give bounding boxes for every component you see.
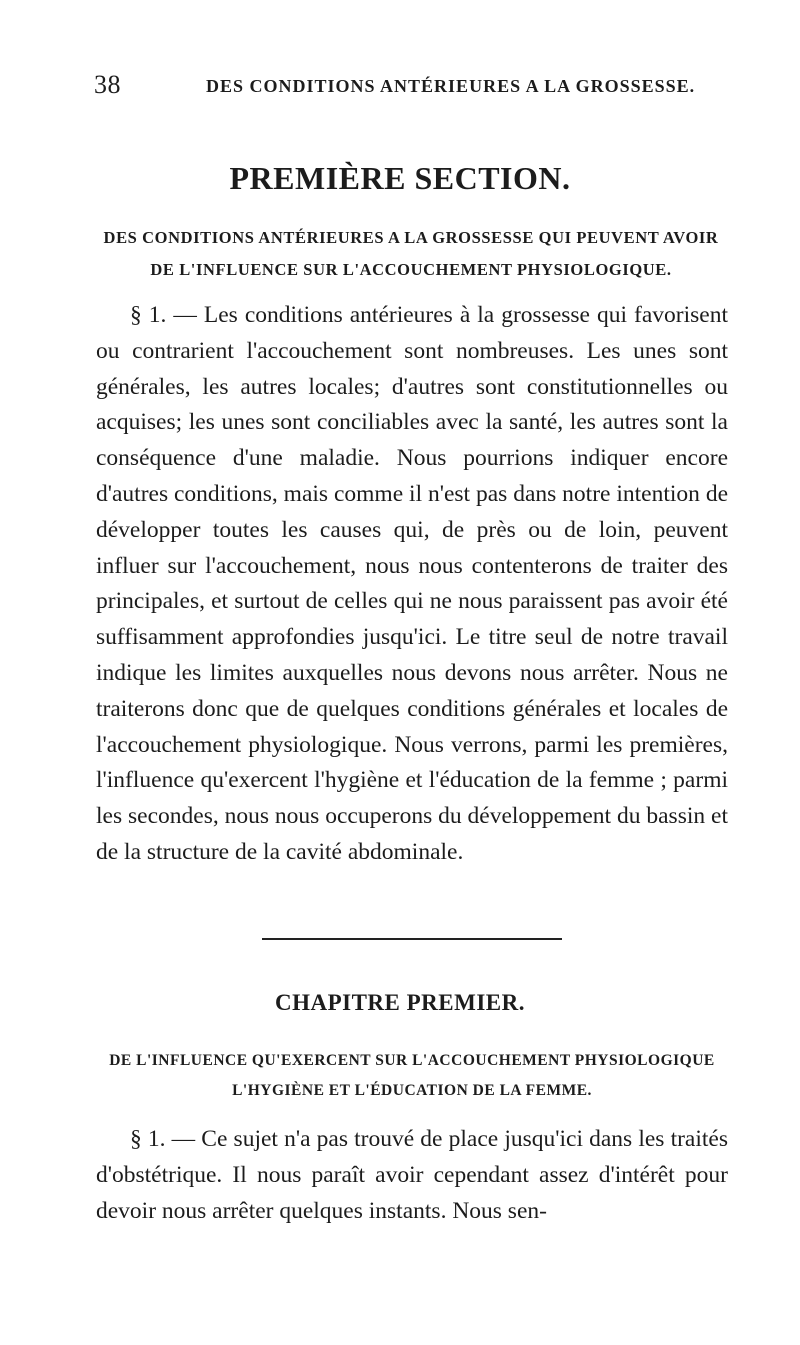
section-divider [262,938,562,940]
page-number: 38 [94,70,121,99]
chapter-title: CHAPITRE PREMIER. [274,990,525,1015]
running-header [94,70,714,104]
chapter-paragraph: § 1. — Ce sujet n'a pas trouvé de place jusqu'ici dans les traités d'obstétrique. Il nous paraît avoir cependant assez d'intérêt pour devoir nous arrêter quelques instants. Nous sen- [96,1126,728,1224]
section-paragraph: § 1. — Les conditions antérieures à la grossesse qui favorisent ou contrarient l'accouchement sont nombreuses. Les unes sont générales, les autres locales; d'autres sont constitutionnelles ou acquises; les unes sont conciliables avec la santé, les autres sont la conséquence d'une maladie. Nous pourrions indiquer encore d'autres conditions, mais comme il n'est pas dans notre intention de développer toutes les causes qui, de près ou de loin, peuvent influer sur l'accouchement, nous nous contenterons de traiter des principales, et surtout de celles qui ne nous paraissent pas avoir été suffisamment approfondies jusqu'ici. Le titre seul de notre travail indique les limites auxquelles nous devons nous arrêter. Nous ne traiterons donc que de quelques conditions générales et locales de l'accouchement physiologique. Nous verrons, parmi les premières, l'influence qu'exercent l'hygiène et l'éducation de la femme ; parmi les secondes, nous nous occuperons du développement du bassin et de la structure de la cavité abdominale. [96,302,728,865]
section-subtitle: DES CONDITIONS ANTÉRIEURES A LA GROSSESSE QUI PEUVENT AVOIR DE L'INFLUENCE SUR L'ACCOUCHEMENT PHYSIOLOGIQUE. [103,228,719,279]
running-title: DES CONDITIONS ANTÉRIEURES A LA GROSSESSE. [206,76,696,96]
chapter-subtitle: DE L'INFLUENCE QU'EXERCENT SUR L'ACCOUCHEMENT PHYSIOLOGIQUE L'HYGIÈNE ET L'ÉDUCATION DE LA FEMME. [109,1052,715,1099]
section-title: PREMIÈRE SECTION. [229,160,571,196]
